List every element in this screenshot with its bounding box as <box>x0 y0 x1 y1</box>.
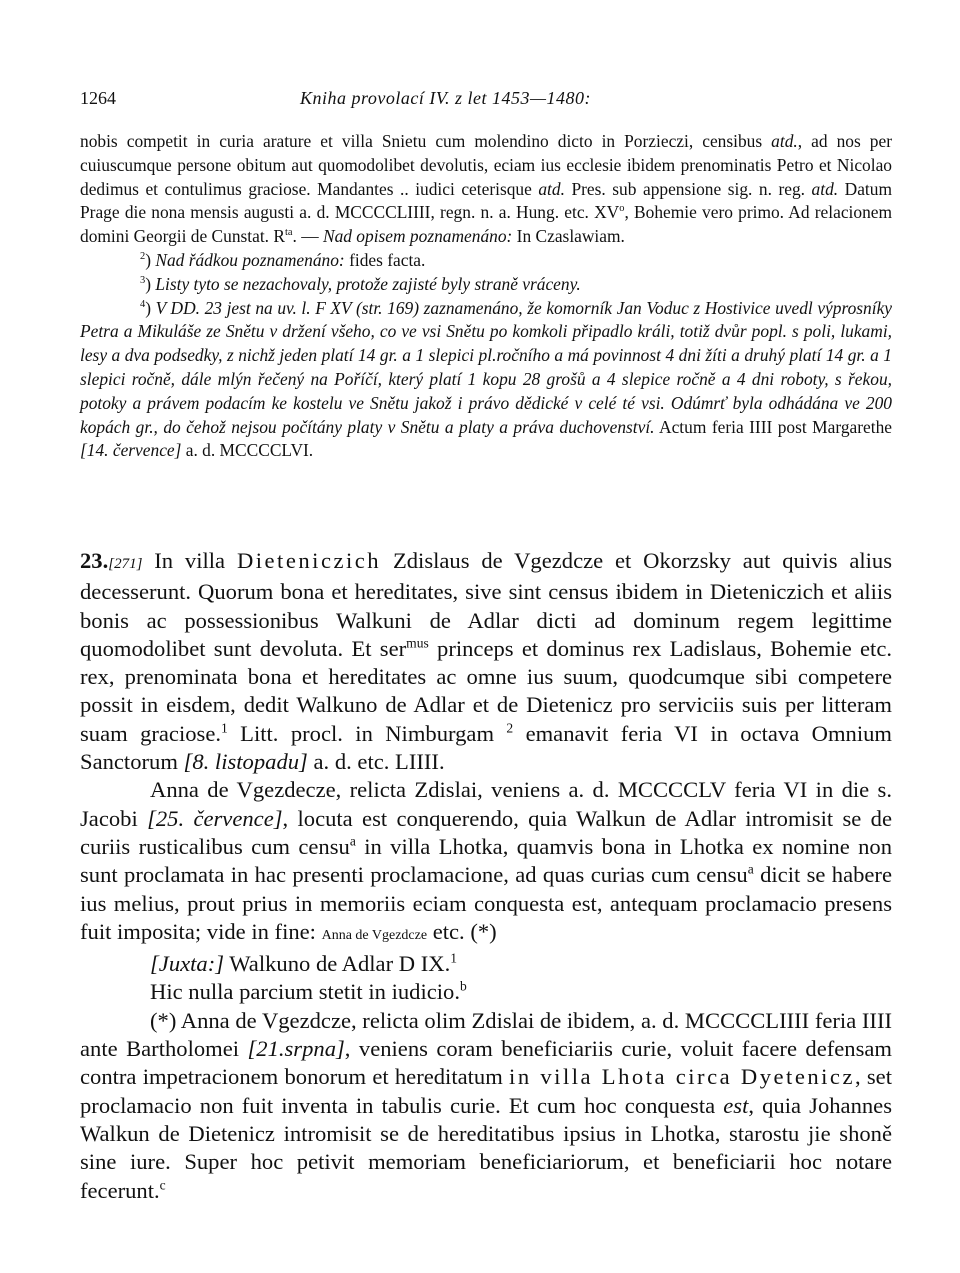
section-number: 23. <box>80 548 109 573</box>
small-caps-note: Anna de Vgezdcze <box>321 927 428 943</box>
text-run: Actum feria IIII post Margarethe <box>654 416 892 437</box>
apparatus-paragraph-1 <box>80 130 892 249</box>
italic-note: [Juxta:] <box>150 951 225 977</box>
italic-word: est <box>723 1092 749 1118</box>
text-run: , Bohemie vero primo. Ad relacionem domini Georgii de Cunstat. R <box>80 202 893 247</box>
footnote-apparatus <box>80 130 892 463</box>
footnote-number: 4 <box>140 298 146 310</box>
text-run: Datum Prage die nona mensis augusti a. d. MCCCCLIIII, regn. n. a. Hung. etc. XV <box>80 178 892 223</box>
text-run: , veniens coram beneficiariis curie, voluit facere defensam contra impetracionem bonorum et hereditatum <box>80 1036 892 1090</box>
date-note: [8. listopadu] <box>183 749 308 775</box>
abbrev: atd. <box>771 131 798 151</box>
footnote-2: $^2$) Nad řádkou poznamenáno: fides facta. <box>140 249 426 270</box>
footnote-ref: 1 <box>450 950 457 966</box>
section-23 <box>80 547 892 776</box>
text-run: , quia Johannes Walkun de Dietenicz intromisit se de hereditatibus ipsius in Lhotka, starostu jie shoně sine iure. Super hoc petivit memoriam beneficiariorum, et beneficiarii hoc notare fecerunt. <box>80 1092 892 1203</box>
abbrev: atd. <box>538 178 565 199</box>
superscript: o <box>619 203 625 215</box>
footnote-number: 3 <box>140 274 146 286</box>
text-run: Anna de Vgezdecze, relicta Zdislai, veniens a. d. MCCCCLV feria VI in die s. Jacobi <box>80 777 892 831</box>
footnote-ref: 1 <box>221 720 228 736</box>
footnote-ref: c <box>159 1177 166 1192</box>
footnote-ref: 2 <box>506 720 514 736</box>
spaced-name: Dieteniczich <box>236 548 382 573</box>
text-run: , ad nos per cuiuscumque persone obitum aut quomodolibet devolutis, eciam ius ecclesie ibidem prenominatis Petro et Nicolao dedimus et contulimus graciose. Mandantes .. iudici ceterisque <box>80 131 893 199</box>
text-run: Zdislaus de Vgezdcze et Okorzsky aut quivis alius decesserunt. Quorum bona et hereditates, sive sint census ibidem in Dieteniczich et aliis bonis ac possessionibus Walkuni de Adlar dicti ad dominum regem legittime quomodolibet sunt devoluta. Et ser <box>80 548 892 661</box>
text-run: in villa Lhotka, quamvis bona in Lhotka ex nomine non sunt proclamata in hac presenti proclamacione, ad quas curias cum censu <box>80 833 892 888</box>
superscript: mus <box>406 635 429 651</box>
text-run: dicit se habere ius melius, prout prius in memoriis eciam conquesta est, antequam proclamacio presens fuit imposita; vide in fine: <box>80 862 892 944</box>
text-run: , locuta est conquerendo, quia Walkun de Adlar intromisit se de curiis rusticalibus cum censu <box>80 805 893 859</box>
superscript: ta <box>284 227 293 239</box>
footnote-number: 2 <box>140 251 146 263</box>
date-note: [21.srpna] <box>247 1036 345 1062</box>
italic-note: V DD. 23 jest na uv. l. F XV (str. 169) zaznamenáno, že komorník Jan Voduc z Hostivice uvedl výprosníky Petra a Mikuláše ze Snětu v držení všeho, co ve vsi Snětu po komkoli připadlo králi, totiž dvůr popl. <box>80 297 893 342</box>
text-run: Pres. sub appensione sig. n. reg. <box>564 178 812 199</box>
text-run: Walkuno de Adlar D IX. <box>224 951 451 977</box>
italic-note: [14. července] <box>80 440 182 461</box>
text-run: emanavit feria VI in octava Omnium Sanctorum <box>80 720 892 775</box>
text-run: . — <box>292 226 323 247</box>
running-title: Kniha provolací IV. z let 1453—1480: <box>300 88 591 108</box>
italic-note: Nad řádkou poznamenáno: <box>155 249 345 270</box>
footnote-3: $^3$) Listy tyto se nezachovaly, protože zajisté byly straně vráceny. <box>140 273 581 294</box>
text-run: etc. (*) <box>427 918 497 944</box>
text-run: princeps et dominus rex Ladislaus, Bohemie etc. rex, prenominata bona et hereditates ac omne ius suum, quodcumque sibi competere possit in eisdem, dedit Walkuno de Adlar et de Dietenicz pro serviciis suis per litteram suam graciose. <box>80 635 893 746</box>
section-ref: [271] <box>108 556 143 572</box>
footnote-ref: a <box>747 861 754 877</box>
text-run: Hic nulla parcium stetit in iudicio. <box>150 979 460 1005</box>
abbrev: atd. <box>811 178 839 199</box>
spaced-name: in villa Lhota circa Dyetenicz <box>509 1064 855 1090</box>
text-run: fides facta. <box>344 249 426 270</box>
paragraph-hic <box>80 978 892 1006</box>
text-run: Litt. procl. in Nimburgam <box>227 720 507 746</box>
text-run: nobis competit in curia arature et villa Snietu cum molendino dicto in Porzieczi, censibus <box>80 131 772 151</box>
paragraph-juxta <box>80 950 892 978</box>
page-number: 1264 <box>80 88 116 108</box>
text-run: a. d. MCCCCLVI. <box>181 440 314 461</box>
date-note: [25. července] <box>147 805 283 831</box>
text-run: In Czaslawiam. <box>512 226 625 247</box>
italic-note: s poli, lukami, lesy a dva podsedky, z nichž jeden platí 14 gr. a 1 slepici pl. <box>80 321 892 366</box>
paragraph-anna <box>80 776 892 950</box>
text-run: a. d. etc. LIIII. <box>307 749 445 775</box>
text-run: , set proclamacio non fuit inventa in tabulis curie. Et cum hoc conquesta <box>80 1064 892 1118</box>
footnote-ref: b <box>459 978 467 994</box>
italic-note: ročního a má povinnost 4 dni žíti a druhý platí 14 gr. a 1 slepici ročně, dále mlýn řečený na Poříčí, který platí 1 kopu 28 grošů a 4 slepice ročně a 4 dni roboty, s řekou, potoky a právem podacím ke kostelu ve Snětu jakož i právo dědické v celé té vsi. Odúmrť byla odhádána ve 200 kopách gr., do čehož nejsou počítány platy v Snětu a platy a práva duchovenství. <box>80 345 892 437</box>
italic-note: Nad opisem poznamenáno: <box>322 226 513 247</box>
text-run: (*) Anna de Vgezdcze, relicta olim Zdislai de ibidem, a. d. MCCCCLIIII feria IIII ante Bartholomei <box>80 1007 892 1062</box>
paragraph-addendum <box>80 1007 892 1205</box>
italic-note: Listy tyto se nezachovaly, protože zajisté byly straně vráceny. <box>155 273 581 294</box>
footnote-4: $^4$) V DD. 23 jest na uv. l. F XV (str. 169) zaznamenáno, že komorník Jan Voduc z Hostivice uvedl výprosníky Petra a Mikuláše ze Snětu v držení všeho, co ve vsi Snětu po komkoli připadlo králi, totiž dvůr popl. s poli, lukami, lesy a dva podsedky, z nichž jeden platí 14 gr. a 1 slepici pl.ročního a má povinnost 4 dni žíti a druhý platí 14 gr. a 1 slepici ročně, dále mlýn řečený na Poříčí, který platí 1 kopu 28 grošů a 4 slepice ročně a 4 dni roboty, s řekou, potoky a právem podacím ke kostelu ve Snětu jakož i právo dědické v celé té vsi. Odúmrť byla odhádána ve 200 kopách gr., do čehož nejsou počítány platy v Snětu a platy a práva duchovenství. Actum feria IIII post Margarethe [14. července] a. d. MCCCCLVI. <box>80 297 893 461</box>
main-text <box>80 547 892 1205</box>
page-header <box>80 88 892 112</box>
footnote-ref: a <box>349 833 356 849</box>
text-run: In villa <box>142 548 237 573</box>
